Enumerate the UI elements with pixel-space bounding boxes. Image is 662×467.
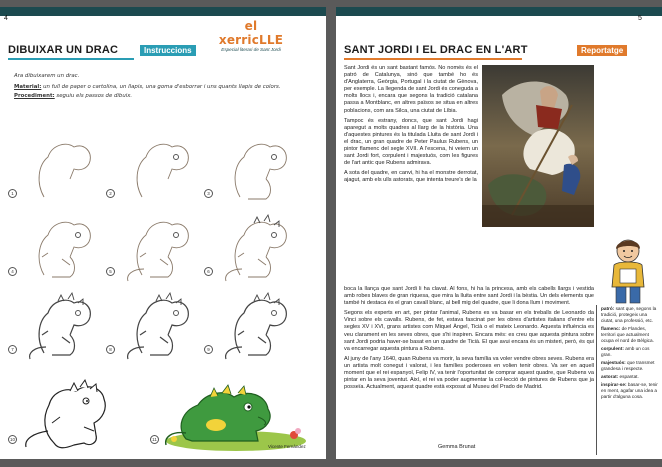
page-title: SANT JORDI I EL DRAC EN L'ART <box>344 44 528 56</box>
glossary-entry <box>601 382 659 400</box>
glossary-divider <box>596 305 597 455</box>
step-number: 5 <box>106 267 115 276</box>
logo-name: el xerricLLE <box>218 19 284 47</box>
step-number: 7 <box>8 345 17 354</box>
magazine-logo <box>212 19 290 52</box>
logo-tagline: Especial literari de Sant Jordi <box>221 47 281 52</box>
step-number: 4 <box>8 267 17 276</box>
glossary-term: corpulent: <box>601 346 624 351</box>
step-sketch <box>22 291 102 361</box>
glossary-definition: que transmet grandesa i respecte. <box>601 360 655 371</box>
glossary-definition: espantat. <box>618 374 639 379</box>
paragraph: Al juny de l'any 1640, quan Rubens va morir, la seva família va voler vendre obres seves. Rubens era un artista molt conegut i valorat, i les famílies poderoses en volien tenir obres. Va ser en aquell moment que el rei espanyol, Felip IV, va tenir l'oportunitat de comprar aquest quadre, que Rubens va pintar en la seva joventut. Així, el rei va poder augmentar la col·lecció de pintures de Rubens que ja posseïa. Actualment, aquest quadre està exposat al Museu del Prado de Madrid. <box>344 355 594 391</box>
step-sketch <box>22 135 102 205</box>
page-number: 5 <box>638 15 642 22</box>
step-number: 11 <box>150 435 159 444</box>
material-label: Material: <box>14 83 42 90</box>
glossary-definition: sant que, segons la tradició, protegeix una ciutat, una professió, etc. <box>601 306 657 323</box>
glossary-term: inspirar-se: <box>601 382 627 387</box>
top-strip <box>0 7 326 16</box>
page-title: DIBUIXAR UN DRAC <box>8 44 119 56</box>
article-column-wide <box>344 286 594 394</box>
dragon-outline-drawing <box>14 373 144 455</box>
step-sketch <box>120 291 200 361</box>
dragon-colored-drawing <box>156 367 316 455</box>
step-sketch <box>22 213 102 283</box>
author-credit: Gemma Brunat <box>438 444 476 450</box>
step-sketch <box>218 213 298 283</box>
step-number: 1 <box>8 189 17 198</box>
title-rule <box>344 58 522 60</box>
right-page <box>336 7 662 459</box>
procedure-line <box>14 93 314 101</box>
paragraph: Tampoc és estrany, doncs, que sant Jordi hagi aparegut a molts quadres al llarg de la història. Una d'aquestes pintures és la titulada Lluita de sant Jordi i el drac, un gran quadre de Peter Paulus Rubens, un pintor flamenc del segle XVII. A l'escena, hi veiem un sant Jordi fort, corpulent i majestuós, com les figures de l'art antic que Rubens admirava. <box>344 117 478 167</box>
section-badge: Reportatge <box>577 45 627 56</box>
article-column-narrow <box>344 65 478 185</box>
glossary-entry <box>601 374 659 380</box>
glossary-definition: amb un cos gran. <box>601 346 650 357</box>
step-sketch <box>120 135 200 205</box>
step-sketch <box>218 291 298 361</box>
left-page <box>0 7 326 459</box>
material-text: un full de paper o cartolina, un llapis, una goma d'esborrar i uns quants llapis de colors. <box>41 83 281 90</box>
glossary <box>601 306 659 402</box>
step-number: 2 <box>106 189 115 198</box>
step-number: 3 <box>204 189 213 198</box>
glossary-term: flamenc: <box>601 326 621 331</box>
paragraph: Sant Jordi és un sant bastant famós. No només és el patró de Catalunya, sinó que també ho és d'Anglaterra, Geòrgia, Portugal i la ciutat de Gènova, per exemple. La llegenda de sant Jordi és coneguda a molts llocs i, encara que segons la tradició catalana passa a Montblanc, en altres països se situa en altres poblacions, com ara Silca, una ciutat de Líbia. <box>344 65 478 114</box>
page-number: 4 <box>4 15 8 22</box>
glossary-definition: basar-se, tenir en ment, agafar una idea a partir d'alguna cosa. <box>601 382 658 399</box>
rubens-painting <box>482 65 594 227</box>
glossary-term: patró: <box>601 306 615 311</box>
glossary-entry <box>601 346 659 358</box>
boy-illustration <box>598 237 658 305</box>
glossary-term: astorat: <box>601 374 619 379</box>
top-strip <box>336 7 662 16</box>
procedure-text: seguiu els passos de dibuix. <box>54 93 133 99</box>
illustrator-credit: Vicente Fernàndez <box>268 444 306 449</box>
step-number: 10 <box>9 437 15 442</box>
paragraph: A sota del quadre, en canvi, hi ha el monstre derrotat, ajagut, amb els ulls astorats, que intenta treure's de la <box>344 170 478 184</box>
step-number: 9 <box>204 345 213 354</box>
glossary-entry <box>601 360 659 372</box>
section-badge: Instruccions <box>140 45 196 56</box>
title-rule <box>8 58 134 60</box>
glossary-entry <box>601 306 659 324</box>
material-line <box>14 84 314 92</box>
step-number: 8 <box>106 345 115 354</box>
glossary-term: majestuós: <box>601 360 626 365</box>
step-number: 6 <box>204 267 213 276</box>
paragraph: Segons els experts en art, per pintar l'animal, Rubens es va basar en els treballs de Leonardo da Vinci sobre els cavalls. Rubens, de fet, estava fascinat per les obres d'artistes italians d'entre els segles XV i XVI, grans artistes com Miquel Àngel, Ticià o el mateix Leonardo. Aquesta influència es veu clarament en les seves obres, que s'hi inspiren. Encara més: es creu que aquesta pintura sobre sant Jordi podria haver-se basat en un quadre de Ticià. El que avui encara és un misteri, però, és qui va encarregar aquesta pintura a Rubens. <box>344 310 594 352</box>
intro-line: Ara dibuixarem un drac. <box>14 73 80 79</box>
instructions <box>14 73 314 101</box>
glossary-definition: de Flandes, territori que actualment ocupa el nord de Bèlgica. <box>601 326 654 343</box>
glossary-entry <box>601 326 659 344</box>
procedure-label: Procediment: <box>14 93 55 99</box>
paragraph: boca la llança que sant Jordi li ha clavat. Al fons, hi ha la princesa, amb els cabells llargs i vestida amb robes blaves de gran riquesa, que mira la lluita entre sant Jordi i la bèstia. Un dels elements que també hi destaca és el gran cavall blanc, al bell mig del quadre, que li dona llum i moviment. <box>344 286 594 307</box>
step-sketch <box>120 213 200 283</box>
step-sketch <box>218 135 298 205</box>
